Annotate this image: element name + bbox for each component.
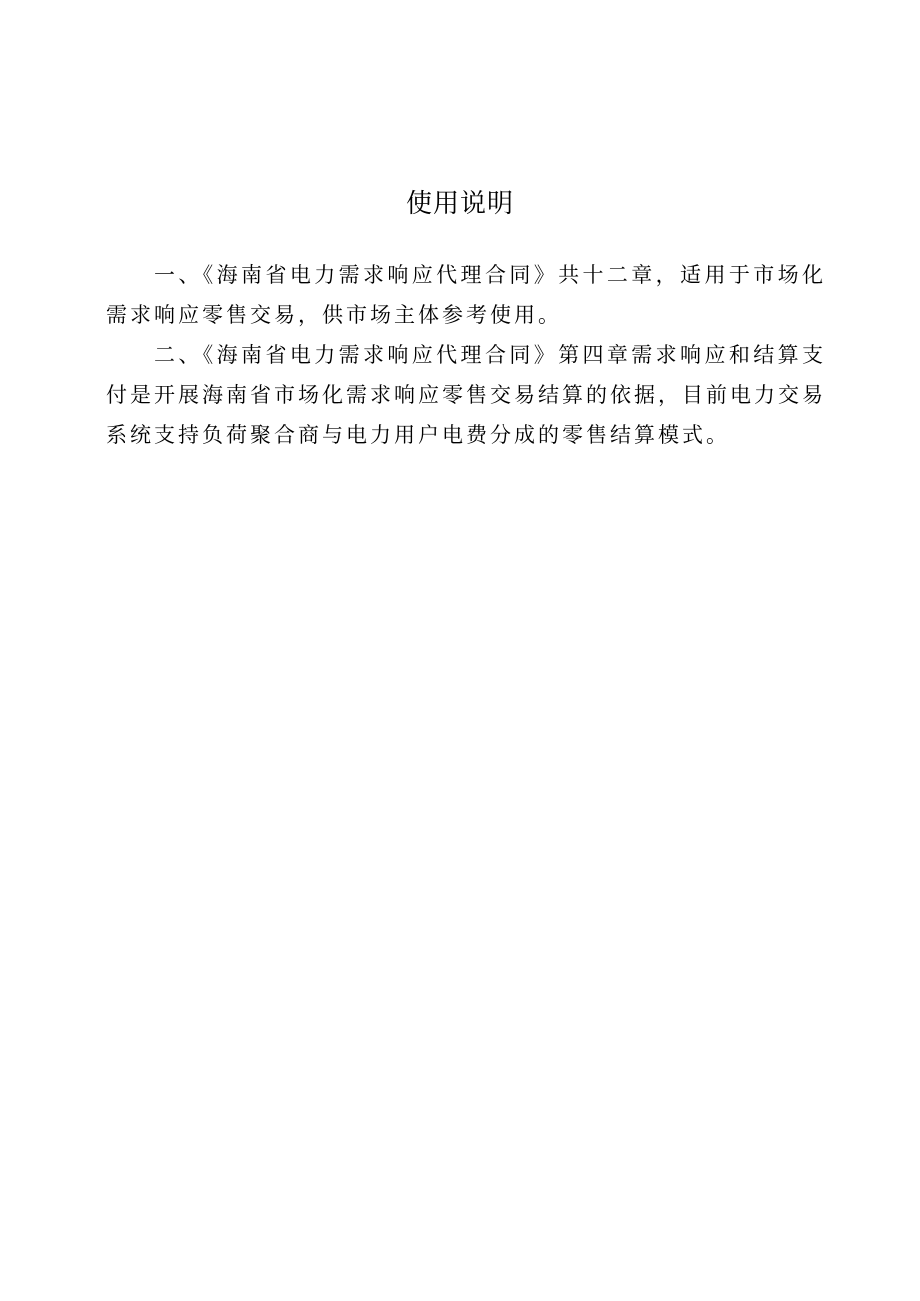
paragraph-1: 一、《海南省电力需求响应代理合同》共十二章，适用于市场化需求响应零售交易，供市场主体参考使用。 xyxy=(106,263,826,327)
document-body xyxy=(106,255,826,455)
page-title: 使用说明 xyxy=(405,189,514,219)
paragraph-2: 二、《海南省电力需求响应代理合同》第四章需求响应和结算支付是开展海南省市场化需求响应零售交易结算的依据，目前电力交易系统支持负荷聚合商与电力用户电费分成的零售结算模式。 xyxy=(106,343,826,447)
